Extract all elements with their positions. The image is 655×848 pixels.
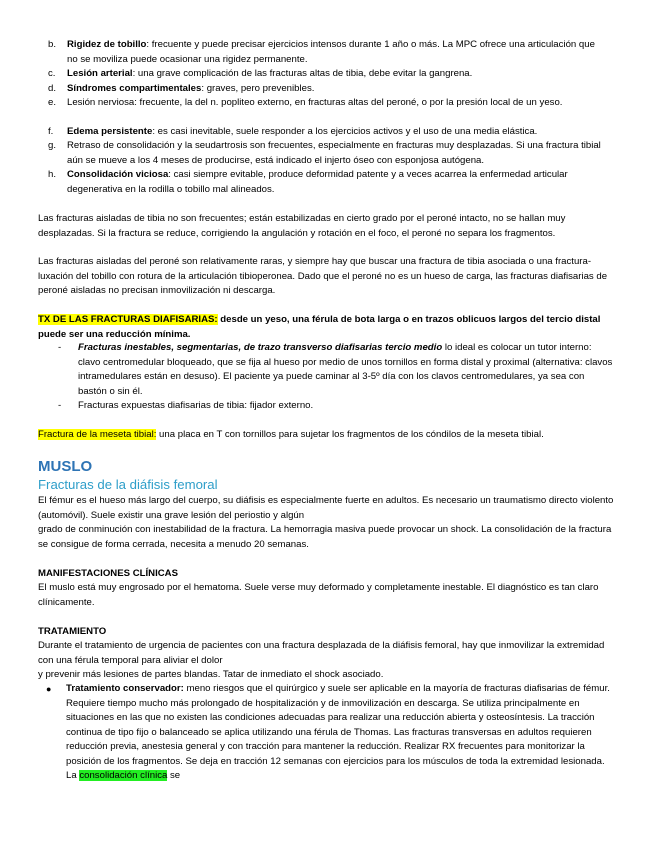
list-term: Lesión arterial bbox=[67, 68, 133, 79]
tx-diafisarias-text: desde un yeso, una férula de bota larga o en trazos oblicuos largos del tercio distal puede ser una reducción mínima. bbox=[38, 314, 601, 340]
list-marker: f. bbox=[48, 126, 54, 137]
list-text: : una grave complicación de las fracturas altas de tibia, debe evitar la gangrena. bbox=[132, 68, 473, 79]
list-text: Lesión nerviosa: frecuente, la del n. popliteo externo, en fracturas altas del peroné, o por la presión local de un yeso. bbox=[67, 97, 563, 108]
list-marker: e. bbox=[48, 97, 57, 108]
manifest-heading: MANIFESTACIONES CLÍNICAS bbox=[38, 568, 178, 579]
conservador-tail: se bbox=[167, 770, 181, 781]
list-term: Síndromes compartimentales bbox=[67, 83, 202, 94]
femoral-intro-1: El fémur es el hueso más largo del cuerpo, su diáfisis es especialmente fuerte en adultos. Es necesario un traumatismo directo violento (automóvil). Suele existir una grave lesión del periostio y algún bbox=[38, 495, 614, 521]
paragraph-tibia: Las fracturas aisladas de tibia no son frecuentes; están estabilizadas en cierto grado por el peroné intacto, no se hallan muy desplazadas. Si la fractura se reduce, corrigiendo la angulación y rotación en el foco, el peroné no separa los fragmentos. bbox=[38, 213, 566, 239]
list-marker: c. bbox=[48, 68, 56, 79]
subsection-heading: Fracturas de la diáfisis femoral bbox=[38, 477, 218, 492]
femoral-intro-2: grado de conminución con inestabilidad de la fractura. La hemorragia masiva puede provocar un shock. La consolidación de la fractura se consigue de forma cerrada, necesita a menudo 20 semanas. bbox=[38, 524, 612, 550]
list-item bbox=[48, 168, 608, 197]
tratamiento-heading: TRATAMIENTO bbox=[38, 626, 107, 637]
dash-marker: - bbox=[58, 342, 62, 353]
list-term: Consolidación viciosa bbox=[67, 169, 169, 180]
list-text: : casi siempre evitable, produce deformidad patente y a veces acarrea la enfermedad articular degenerativa en la rodilla o tobillo mal alineados. bbox=[67, 169, 568, 195]
list-text: : es casi inevitable, suele responder a los ejercicios activos y el uso de una media elástica. bbox=[152, 126, 538, 137]
list-lead: Fracturas inestables, segmentarias, de trazo transverso diafisarias tercio medio bbox=[78, 342, 443, 353]
list-item bbox=[48, 67, 608, 82]
list-term: Rigidez de tobillo bbox=[67, 39, 147, 50]
conservador-text: meno riesgos que el quirúrgico y suele ser aplicable en la mayoría de fracturas diafisarias de fémur. Requiere tiempo mucho más prolongado de hospitalización y de inmovilización en descarga. Se utiliza principalmente en situaciones en las que no existen las condiciones adecuadas para realizar una reducción abierta y osteosíntesis. La tracción continua de tipo fijo o balanceado se aplica utilizando una férula de Thomas. Las fracturas transversas en adultos requieren reducción previa, anestesia general y con tracción para mantener la reducción. Realizar RX frecuentes para monitorizar la posición de los fragmentos. Se deja en tracción 12 semanas con ejercicios para los músculos de toda la extremidad lesionada. La bbox=[66, 683, 610, 781]
tx-diafisarias-label: TX DE LAS FRACTURAS DIAFISARIAS: bbox=[38, 314, 218, 325]
list-item bbox=[46, 682, 616, 784]
consolidacion-highlight: consolidación clínica bbox=[79, 770, 168, 781]
list-marker: b. bbox=[48, 39, 57, 50]
list-item bbox=[48, 38, 608, 67]
list-item bbox=[48, 82, 608, 97]
meseta-label: Fractura de la meseta tibial: bbox=[38, 429, 157, 440]
meseta-paragraph bbox=[38, 428, 620, 443]
tratamiento-text-1: Durante el tratamiento de urgencia de pacientes con una fractura desplazada de la diáfisis femoral, hay que inmovilizar la extremidad con una férula temporal para aliviar el dolor bbox=[38, 640, 605, 666]
manifest-text: El muslo está muy engrosado por el hematoma. Suele verse muy deformado y completamente inestable. El diagnóstico es tan claro clínicamente. bbox=[38, 582, 599, 608]
dash-marker: - bbox=[58, 400, 62, 411]
list-item bbox=[48, 96, 608, 111]
list-text: : graves, pero prevenibles. bbox=[201, 83, 315, 94]
list-text: Retraso de consolidación y la seudartrosis son frecuentes, especialmente en fracturas muy desplazadas. Si una fractura tibial aún se mueve a los 4 meses de producirse, está indicado el injerto óseo con esponjosa autógena. bbox=[67, 140, 601, 166]
list-text: lo ideal es colocar un tutor interno: clavo centromedular bloqueado, que se fija al hueso por medio de unos tornillos en forma distal y proximal (alternativa: clavos intramedulares están en desuso). El paciente ya puede caminar al 3-5º día con los clavos centromedulares, ya sea con bastón o sin él. bbox=[78, 342, 613, 397]
conservador-label: Tratamiento conservador: bbox=[66, 683, 184, 694]
list-text: : frecuente y puede precisar ejercicios intensos durante 1 año o más. La MPC ofrece una articulación que no se moviliza puede ocasionar una rigidez permanente. bbox=[67, 39, 595, 65]
bullet-marker: ● bbox=[46, 684, 52, 694]
tratamiento-text-2: y prevenir más lesiones de partes blandas. Tatar de inmediato el shock asociado. bbox=[38, 669, 384, 680]
list-marker: d. bbox=[48, 83, 57, 94]
section-heading: MUSLO bbox=[38, 458, 93, 475]
list-item bbox=[58, 399, 614, 414]
list-marker: h. bbox=[48, 169, 57, 180]
tx-diafisarias-paragraph bbox=[38, 313, 620, 342]
paragraph-perone: Las fracturas aisladas del peroné son relativamente raras, y siempre hay que buscar una fractura de tibia asociada o una fractura-luxación del tobillo con rotura de la articulación tibioperonea. Dado que el peroné no es un hueso de carga, las fracturas diafisarias de peroné aisladas no precisan inmovilización ni descarga. bbox=[38, 256, 608, 296]
list-term: Edema persistente bbox=[67, 126, 153, 137]
list-item bbox=[48, 139, 608, 168]
list-marker: g. bbox=[48, 140, 57, 151]
meseta-text: una placa en T con tornillos para sujetar los fragmentos de los cóndilos de la meseta tibial. bbox=[156, 429, 544, 440]
list-item bbox=[48, 125, 608, 140]
list-item bbox=[58, 341, 614, 399]
list-text: Fracturas expuestas diafisarias de tibia: fijador externo. bbox=[78, 400, 314, 411]
